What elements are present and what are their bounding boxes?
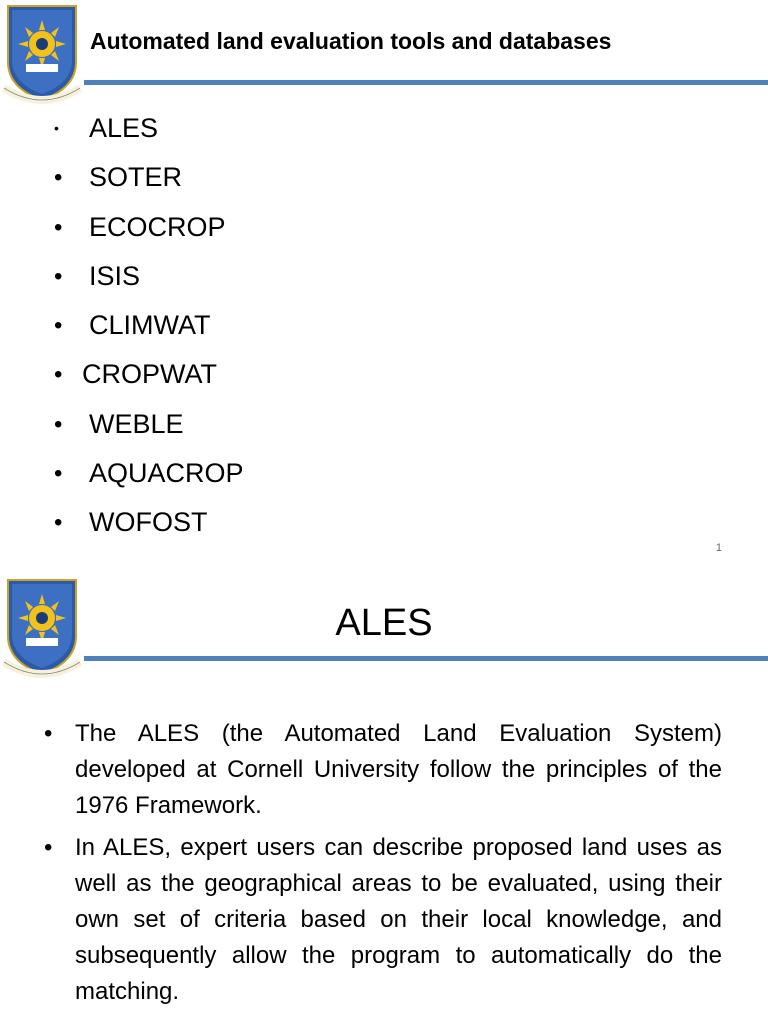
slide-2 xyxy=(0,568,768,1024)
slide-1: Automated land evaluation tools and databases • ALES • SOTER • ECOCROP • ISIS • CLIMWAT • CROPWAT • WEBLE • AQUACROP • WOFOST 1 xyxy=(0,0,768,568)
list-item: • The ALES (the Automated Land Evaluation System) developed at Cornell University follow the principles of the 1976 Framework. xyxy=(44,720,722,819)
title-rule xyxy=(84,656,768,661)
slide-title: ALES xyxy=(335,602,433,644)
body-text xyxy=(44,716,722,1016)
jimma-university-logo-icon xyxy=(2,0,82,106)
slide-title: Automated land evaluation tools and databases xyxy=(90,28,612,54)
page-number: 1 xyxy=(715,542,722,554)
list-item: • In ALES, expert users can describe proposed land uses as well as the geographical areas to be evaluated, using their own set of criteria based on their local knowledge, and subsequently allow the program to automatically do the matching. xyxy=(44,834,722,1005)
title-rule xyxy=(84,80,768,85)
